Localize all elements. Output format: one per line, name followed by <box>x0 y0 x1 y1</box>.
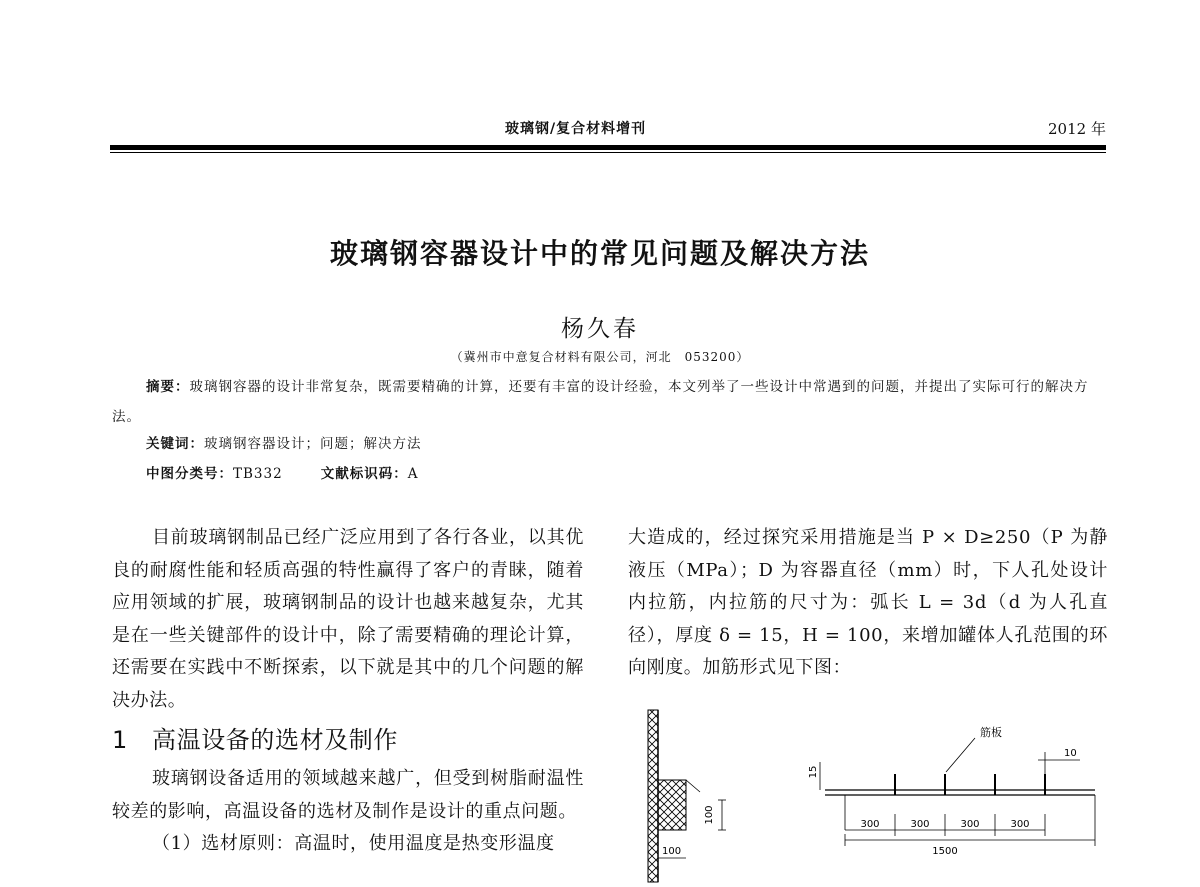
section-heading <box>112 717 584 763</box>
running-header-journal: 玻璃钢/复合材料增刊 <box>505 121 647 137</box>
header-rule-thick <box>110 145 1106 150</box>
body-paragraph: 玻璃钢设备适用的领域越来越广，但受到树脂耐温性较差的影响，高温设备的选材及制作是设计的重点问题。 <box>112 768 584 822</box>
body-paragraph: 大造成的，经过探究采用措施是当 P × D≥250（P 为静液压（MPa）；D 为容器直径（mm）时，下人孔处设计内拉筋，内拉筋的尺寸为：弧长 L = 3d（d 为人孔直径），厚度 δ = 15，H = 100，来增加罐体人孔范围的环向刚度。加筋形式见下图： <box>628 527 1108 678</box>
right-column <box>628 522 1108 685</box>
width-dim-label: 100 <box>662 846 682 857</box>
article-author: 杨久春 <box>561 316 639 342</box>
spacing-label: 300 <box>860 819 880 830</box>
body-paragraph: （1）选材原则：高温时，使用温度是热变形温度 <box>152 833 555 854</box>
author-affiliation: （冀州市中意复合材料有限公司，河北 053200） <box>450 350 750 364</box>
spacing-label: 300 <box>1010 819 1030 830</box>
edge-dim-label: 10 <box>1064 748 1077 759</box>
clc-label: 中图分类号： <box>146 466 233 482</box>
section-title: 高温设备的选材及制作 <box>152 726 398 754</box>
abstract <box>112 372 1102 432</box>
rib-label: 筋板 <box>980 726 1002 739</box>
keywords <box>146 432 422 452</box>
thickness-dim-label: 15 <box>808 765 819 779</box>
classification <box>146 462 418 482</box>
header-rule-thin <box>110 152 1106 153</box>
body-paragraph: 目前玻璃钢制品已经广泛应用到了各行各业，以其优良的耐腐性能和轻质高强的特性赢得了客户的青睐，随着应用领域的扩展，玻璃钢制品的设计也越来越复杂，尤其是在一些关键部件的设计中，除了需要精确的理论计算，还需要在实践中不断探索，以下就是其中的几个问题的解决办法。 <box>112 527 584 711</box>
rib-section <box>658 780 686 830</box>
rib-figure <box>640 700 1110 887</box>
doc-code-value: A <box>407 466 419 482</box>
keywords-text: 玻璃钢容器设计；问题；解决方法 <box>204 436 422 452</box>
abstract-text: 玻璃钢容器的设计非常复杂，既需要精确的计算，还要有丰富的设计经验，本文列举了一些设计中常遇到的问题，并提出了实际可行的解决方法。 <box>112 379 1089 425</box>
spacing-label: 300 <box>910 819 930 830</box>
section-number: 1 <box>112 726 128 754</box>
left-column <box>112 522 584 861</box>
clc-value: TB332 <box>233 466 283 482</box>
total-length-label: 1500 <box>932 846 958 857</box>
keywords-label: 关键词： <box>146 436 204 452</box>
height-dim-label: 100 <box>704 805 715 825</box>
doc-code-label: 文献标识码： <box>320 466 408 482</box>
spacing-label: 300 <box>960 819 980 830</box>
abstract-label: 摘要： <box>146 379 190 395</box>
running-header-year: 2012 年 <box>1048 120 1106 138</box>
article-title: 玻璃钢容器设计中的常见问题及解决方法 <box>329 237 870 270</box>
wall-section <box>648 710 658 882</box>
